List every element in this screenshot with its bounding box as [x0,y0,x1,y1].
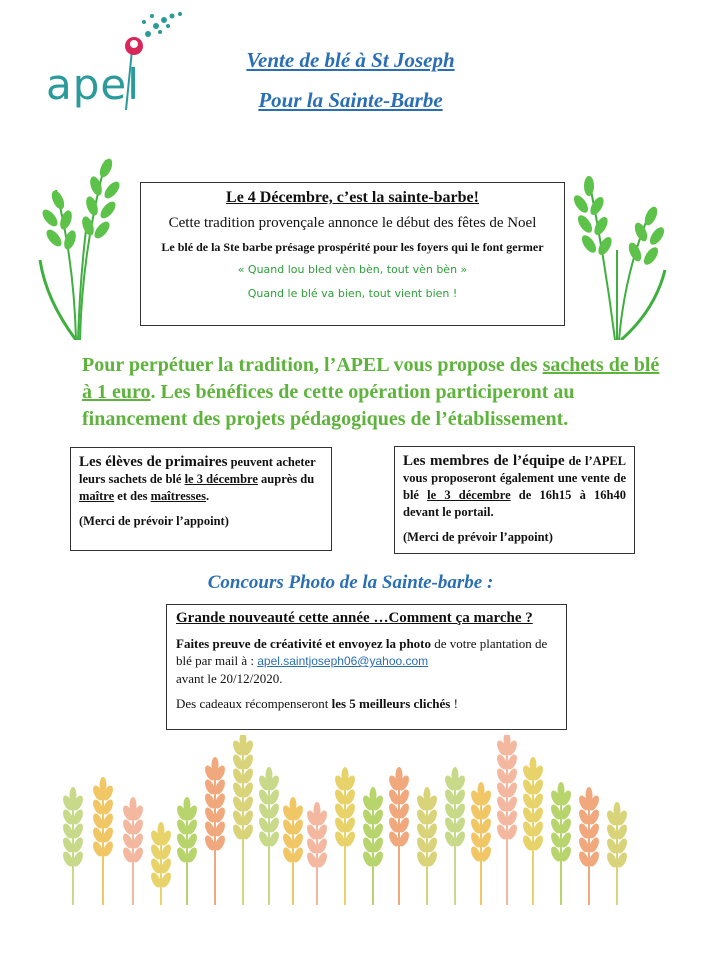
apel-date: le 3 décembre [427,488,511,502]
photo-deadline: avant le 20/12/2020. [176,671,283,686]
wheat-stalk [469,782,493,905]
primary-maitre: maître [79,489,115,503]
page-subtitle: Pour la Sainte-Barbe [258,88,443,112]
wheat-stalk [281,797,305,905]
primary-date: le 3 décembre [184,472,258,486]
wheat-stalk [175,797,199,905]
photo-line1-rest: de votre plantation de blé par mail à : [176,636,548,668]
prize-bold: les 5 meilleurs clichés [331,696,451,711]
logo-text: apel [46,60,140,109]
wheat-stalk [203,757,227,905]
wheat-stalk [61,787,85,905]
wheat-stalk [605,802,629,905]
wheat-field-illustration [55,735,655,905]
primary-sale-box [70,447,332,551]
primary-text4: . [205,489,210,503]
apel-text1: de l’APEL vous proposeront également une vente de blé [403,454,626,502]
prize-text: Des cadeaux récompenseront [176,696,332,711]
wheat-stalk [521,757,545,905]
wheat-stalk [91,777,115,905]
wheat-stalk [387,767,411,905]
photo-contest-box [166,604,567,730]
wheat-stalk [549,782,573,905]
primary-text2: auprès du [257,472,315,486]
wheat-stalk [231,735,255,905]
page-title: Vente de blé à St Joseph [246,48,455,72]
intro-part1: Pour perpétuer la tradition, l’APEL vous propose des [82,354,543,376]
photo-contest-heading: Grande nouveauté cette année …Comment ça marche ? [176,610,533,626]
photo-contest-title: Concours Photo de la Sainte-barbe : [207,572,494,593]
apel-note: (Merci de prévoir l’appoint) [403,530,553,544]
email-link[interactable]: apel.saintjoseph06@yahoo.com [257,654,429,668]
primary-maitresses: maîtresses [150,489,206,503]
wheat-stalk [333,767,357,905]
tradition-line1: Cette tradition provençale annonce le début des fêtes de Noel [168,215,537,231]
tradition-box [140,182,565,326]
wheat-stalk [305,802,329,905]
intro-paragraph [82,352,662,433]
wheat-stalk [577,787,601,905]
wheat-stalk [415,787,439,905]
wheat-stalk [361,787,385,905]
proverb-text: « Quand lou bled vèn bèn, tout vèn bèn » [237,263,468,276]
wheat-left-icon [36,140,131,340]
intro-price: sachets de blé à 1 euro [82,354,660,403]
primary-text3: et des [114,489,151,503]
tradition-line2: Le blé de la Ste barbe présage prospérité pour les foyers qui le font germer [161,240,544,254]
wheat-stalk [495,735,519,905]
intro-part2: . Les bénéfices de cette opération participeront au financement des projets pédagogiques de l’établissement. [82,381,575,430]
primary-lead: Les élèves de primaires [79,454,228,470]
photo-line1-bold: Faites preuve de créativité et envoyez la photo [176,636,431,651]
wheat-stalk [149,822,173,905]
apel-sale-box [394,446,635,554]
prize-end: ! [450,696,458,711]
wheat-stalk [443,767,467,905]
wheat-right-icon [565,150,670,340]
proverb-translation: Quand le blé va bien, tout vient bien ! [247,287,458,300]
primary-note: (Merci de prévoir l’appoint) [79,514,229,528]
wheat-stalk [121,797,145,905]
tradition-heading: Le 4 Décembre, c’est la sainte-barbe! [226,189,479,206]
wheat-stalk [257,767,281,905]
apel-lead: Les membres de l’équipe [403,453,565,469]
primary-text1: peuvent acheter leurs sachets de blé [79,455,316,486]
apel-text2: de 16h15 à 16h40 devant le portail. [403,488,626,519]
